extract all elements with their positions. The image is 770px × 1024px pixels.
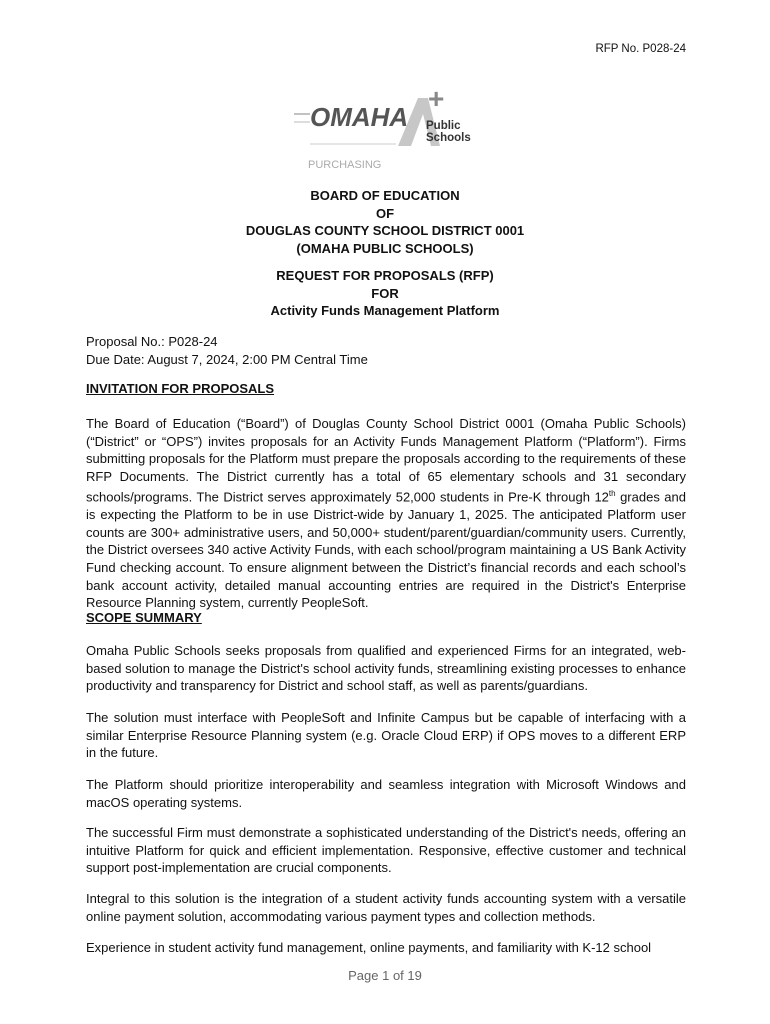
ordinal-suffix: th <box>608 489 616 499</box>
logo-word: OMAHA <box>310 102 409 132</box>
scope-paragraph-5: Integral to this solution is the integration of a student activity funds accounting system with a versatile online payment solution, accommodating various payment types and collection methods. <box>86 891 686 924</box>
scope-paragraph-6: Experience in student activity fund management, online payments, and familiarity with K-12 school <box>86 940 652 955</box>
title-line-board: BOARD OF EDUCATION <box>310 188 460 203</box>
title-line-of: OF <box>375 205 395 221</box>
scope-paragraph-1: Omaha Public Schools seeks proposals from qualified and experienced Firms for an integrated, web-based solution to manage the District's school activity funds, streamlining existing processes to enhance productivity and transparency for District and school staff, as well as parents/guardians. <box>86 643 686 694</box>
title-line-district: DOUGLAS COUNTY SCHOOL DISTRICT 0001 <box>245 223 525 238</box>
invitation-heading: INVITATION FOR PROPOSALS <box>86 381 275 396</box>
scope-paragraph-2: The solution must interface with PeopleSoft and Infinite Campus but be capable of interfacing with a similar Enterprise Resource Planning system (e.g. Oracle Cloud ERP) if OPS moves to a different ERP in the future. <box>86 710 686 761</box>
title-line-for: FOR <box>371 285 399 301</box>
invitation-paragraph <box>86 415 686 612</box>
logo-line1: Public <box>426 120 461 132</box>
title-line-ops: (OMAHA PUBLIC SCHOOLS) <box>296 240 474 256</box>
logo-plus: + <box>428 84 445 114</box>
omaha-public-schools-logo <box>290 84 480 174</box>
invitation-text-b: grades and is expecting the Platform to be in use District-wide by January 1, 2025. The anticipated Platform user counts are 300+ administrative users, and 50,000+ student/parent/guardian/community users. Currently, the District oversees 340 active Activity Funds, with each school/program maintaining a US Bank Activity Fund checking account. To ensure alignment between the District’s financial records and each school’s bank account activity, detailed manual accounting entries are required in the District's Enterprise Resource Planning system, currently PeopleSoft. <box>86 489 686 611</box>
page-number: Page 1 of 19 <box>348 968 422 983</box>
proposal-meta <box>86 333 368 368</box>
scope-paragraph-3: The Platform should prioritize interoperability and seamless integration with Microsoft Windows and macOS operating systems. <box>86 777 686 810</box>
scope-paragraph-4: The successful Firm must demonstrate a sophisticated understanding of the District's needs, offering an intuitive Platform for quick and efficient implementation. Responsive, effective customer and technical support post-implementation are crucial components. <box>86 825 686 876</box>
scope-heading: SCOPE SUMMARY <box>86 610 202 625</box>
title-block-board <box>0 187 770 257</box>
proposal-number: Proposal No.: P028-24 <box>86 334 218 349</box>
due-date: Due Date: August 7, 2024, 2:00 PM Central Time <box>86 351 368 367</box>
logo-graphic <box>290 84 480 174</box>
title-line-platform: Activity Funds Management Platform <box>270 303 500 318</box>
rfp-number: RFP No. P028-24 <box>595 43 686 55</box>
logo-line2: Schools <box>426 132 471 144</box>
invitation-text-a: The Board of Education (“Board”) of Douglas County School District 0001 (Omaha Public Schools) (“District” or “OPS”) invites proposals for an Activity Funds Management Platform (“Platform”). Firms submitting proposals for the Platform must prepare the proposals according to the requirements of these RFP Documents. The District currently has a total of 65 elementary schools and 31 secondary schools/programs. The District serves approximately 52,000 students in Pre-K through 12 <box>86 416 686 505</box>
logo-dept: PURCHASING <box>308 159 382 171</box>
title-line-rfp: REQUEST FOR PROPOSALS (RFP) <box>276 268 494 283</box>
title-block-rfp <box>0 267 770 320</box>
